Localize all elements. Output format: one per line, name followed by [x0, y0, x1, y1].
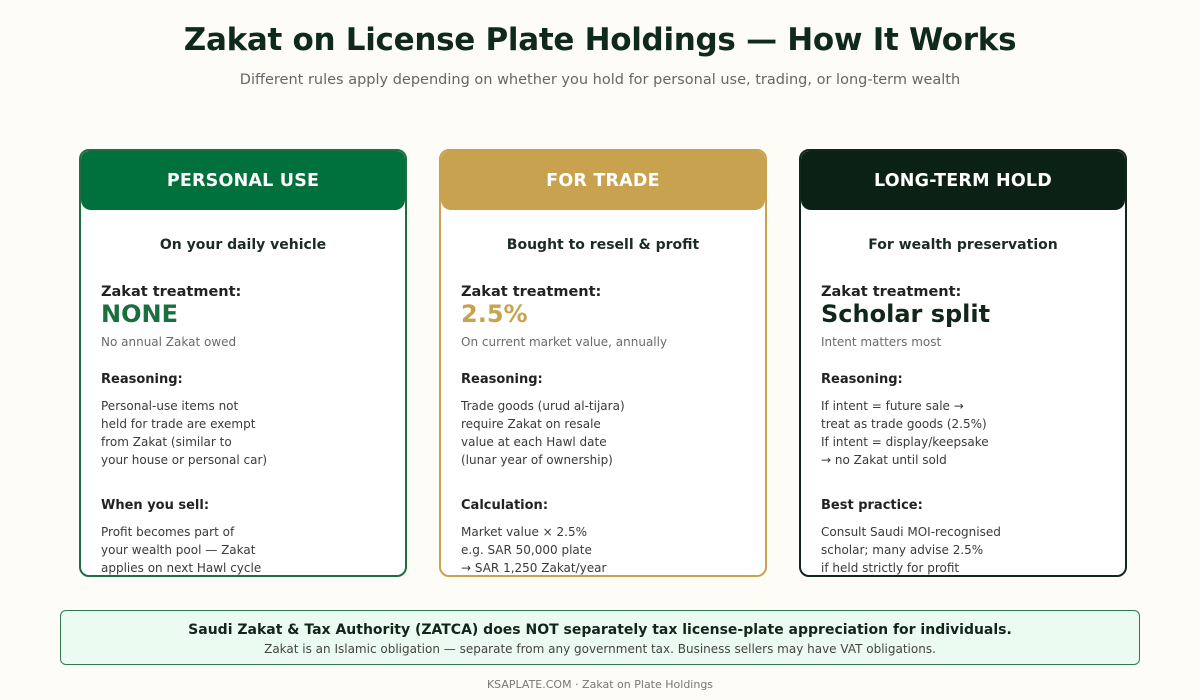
card-tagline: On your daily vehicle: [159, 237, 327, 253]
text-line: → no Zakat until sold: [821, 453, 947, 467]
text-line: Consult Saudi MOI-recognised: [821, 525, 1001, 539]
text-line: → SAR 1,250 Zakat/year: [461, 561, 607, 575]
text-line: (lunar year of ownership): [461, 453, 613, 467]
treatment-note: No annual Zakat owed: [101, 335, 237, 349]
card-heading: FOR TRADE: [441, 151, 765, 210]
text-line: If intent = future sale →: [821, 399, 964, 413]
text-line: applies on next Hawl cycle: [101, 561, 262, 575]
text-line: scholar; many advise 2.5%: [821, 543, 984, 557]
treatment-value: NONE: [101, 300, 178, 328]
section-reasoning-label: Reasoning:: [461, 372, 543, 387]
text-line: held for trade are exempt: [101, 417, 256, 431]
text-line: e.g. SAR 50,000 plate: [461, 543, 592, 557]
section-reasoning-text: [101, 397, 385, 469]
text-line: from Zakat (similar to: [101, 435, 232, 449]
notice-sub-text: Zakat is an Islamic obligation — separate from any government tax. Business sellers may have VAT obligations.: [264, 642, 936, 656]
page-title: Zakat on License Plate Holdings — How It Works: [183, 22, 1017, 58]
card-personal-use: [79, 149, 407, 577]
treatment-note: Intent matters most: [821, 335, 942, 349]
card-for-trade: [439, 149, 767, 577]
section-calculation-label: Calculation:: [461, 498, 549, 513]
page-subtitle: Different rules apply depending on whether you hold for personal use, trading, or long-term wealth: [239, 72, 961, 88]
notice-main-text: Saudi Zakat & Tax Authority (ZATCA) does NOT separately tax license-plate appreciation for individuals.: [188, 622, 1012, 638]
treatment-note: On current market value, annually: [461, 335, 668, 349]
section-reasoning-label: Reasoning:: [101, 372, 183, 387]
text-line: value at each Hawl date: [461, 435, 607, 449]
section-secondary: [821, 498, 1001, 577]
footer-credit: KSAPLATE.COM · Zakat on Plate Holdings: [486, 678, 714, 691]
treatment-value: Scholar split: [821, 300, 991, 328]
section-calculation-text: [461, 523, 606, 577]
treatment-label: Zakat treatment:: [821, 284, 962, 300]
text-line: Profit becomes part of: [101, 525, 235, 539]
text-line: if held strictly for profit: [821, 561, 960, 575]
card-heading: LONG-TERM HOLD: [801, 151, 1125, 210]
text-line: your house or personal car): [101, 453, 268, 467]
card-tagline: For wealth preservation: [868, 237, 1058, 253]
section-secondary: [461, 498, 606, 577]
text-line: Trade goods (urud al-tijara): [461, 399, 625, 413]
text-line: require Zakat on resale: [461, 417, 601, 431]
section-reasoning-text: [461, 397, 745, 469]
treatment-label: Zakat treatment:: [101, 284, 242, 300]
text-line: your wealth pool — Zakat: [101, 543, 256, 557]
card-long-term-hold: [799, 149, 1127, 577]
section-best-practice-text: [821, 523, 1001, 577]
text-line: If intent = display/keepsake: [821, 435, 989, 449]
section-secondary: [101, 498, 261, 577]
text-line: Personal-use items not: [101, 399, 239, 413]
section-reasoning-label: Reasoning:: [821, 372, 903, 387]
treatment-value: 2.5%: [461, 300, 528, 328]
section-best-practice-label: Best practice:: [821, 498, 923, 513]
section-sell-text: [101, 523, 261, 577]
card-heading: PERSONAL USE: [81, 151, 405, 210]
zatca-notice-box: [60, 610, 1140, 665]
text-line: treat as trade goods (2.5%): [821, 417, 987, 431]
text-line: Market value × 2.5%: [461, 525, 588, 539]
section-sell-label: When you sell:: [101, 498, 210, 513]
treatment-label: Zakat treatment:: [461, 284, 602, 300]
section-reasoning-text: [821, 397, 1105, 469]
card-tagline: Bought to resell & profit: [506, 237, 700, 253]
